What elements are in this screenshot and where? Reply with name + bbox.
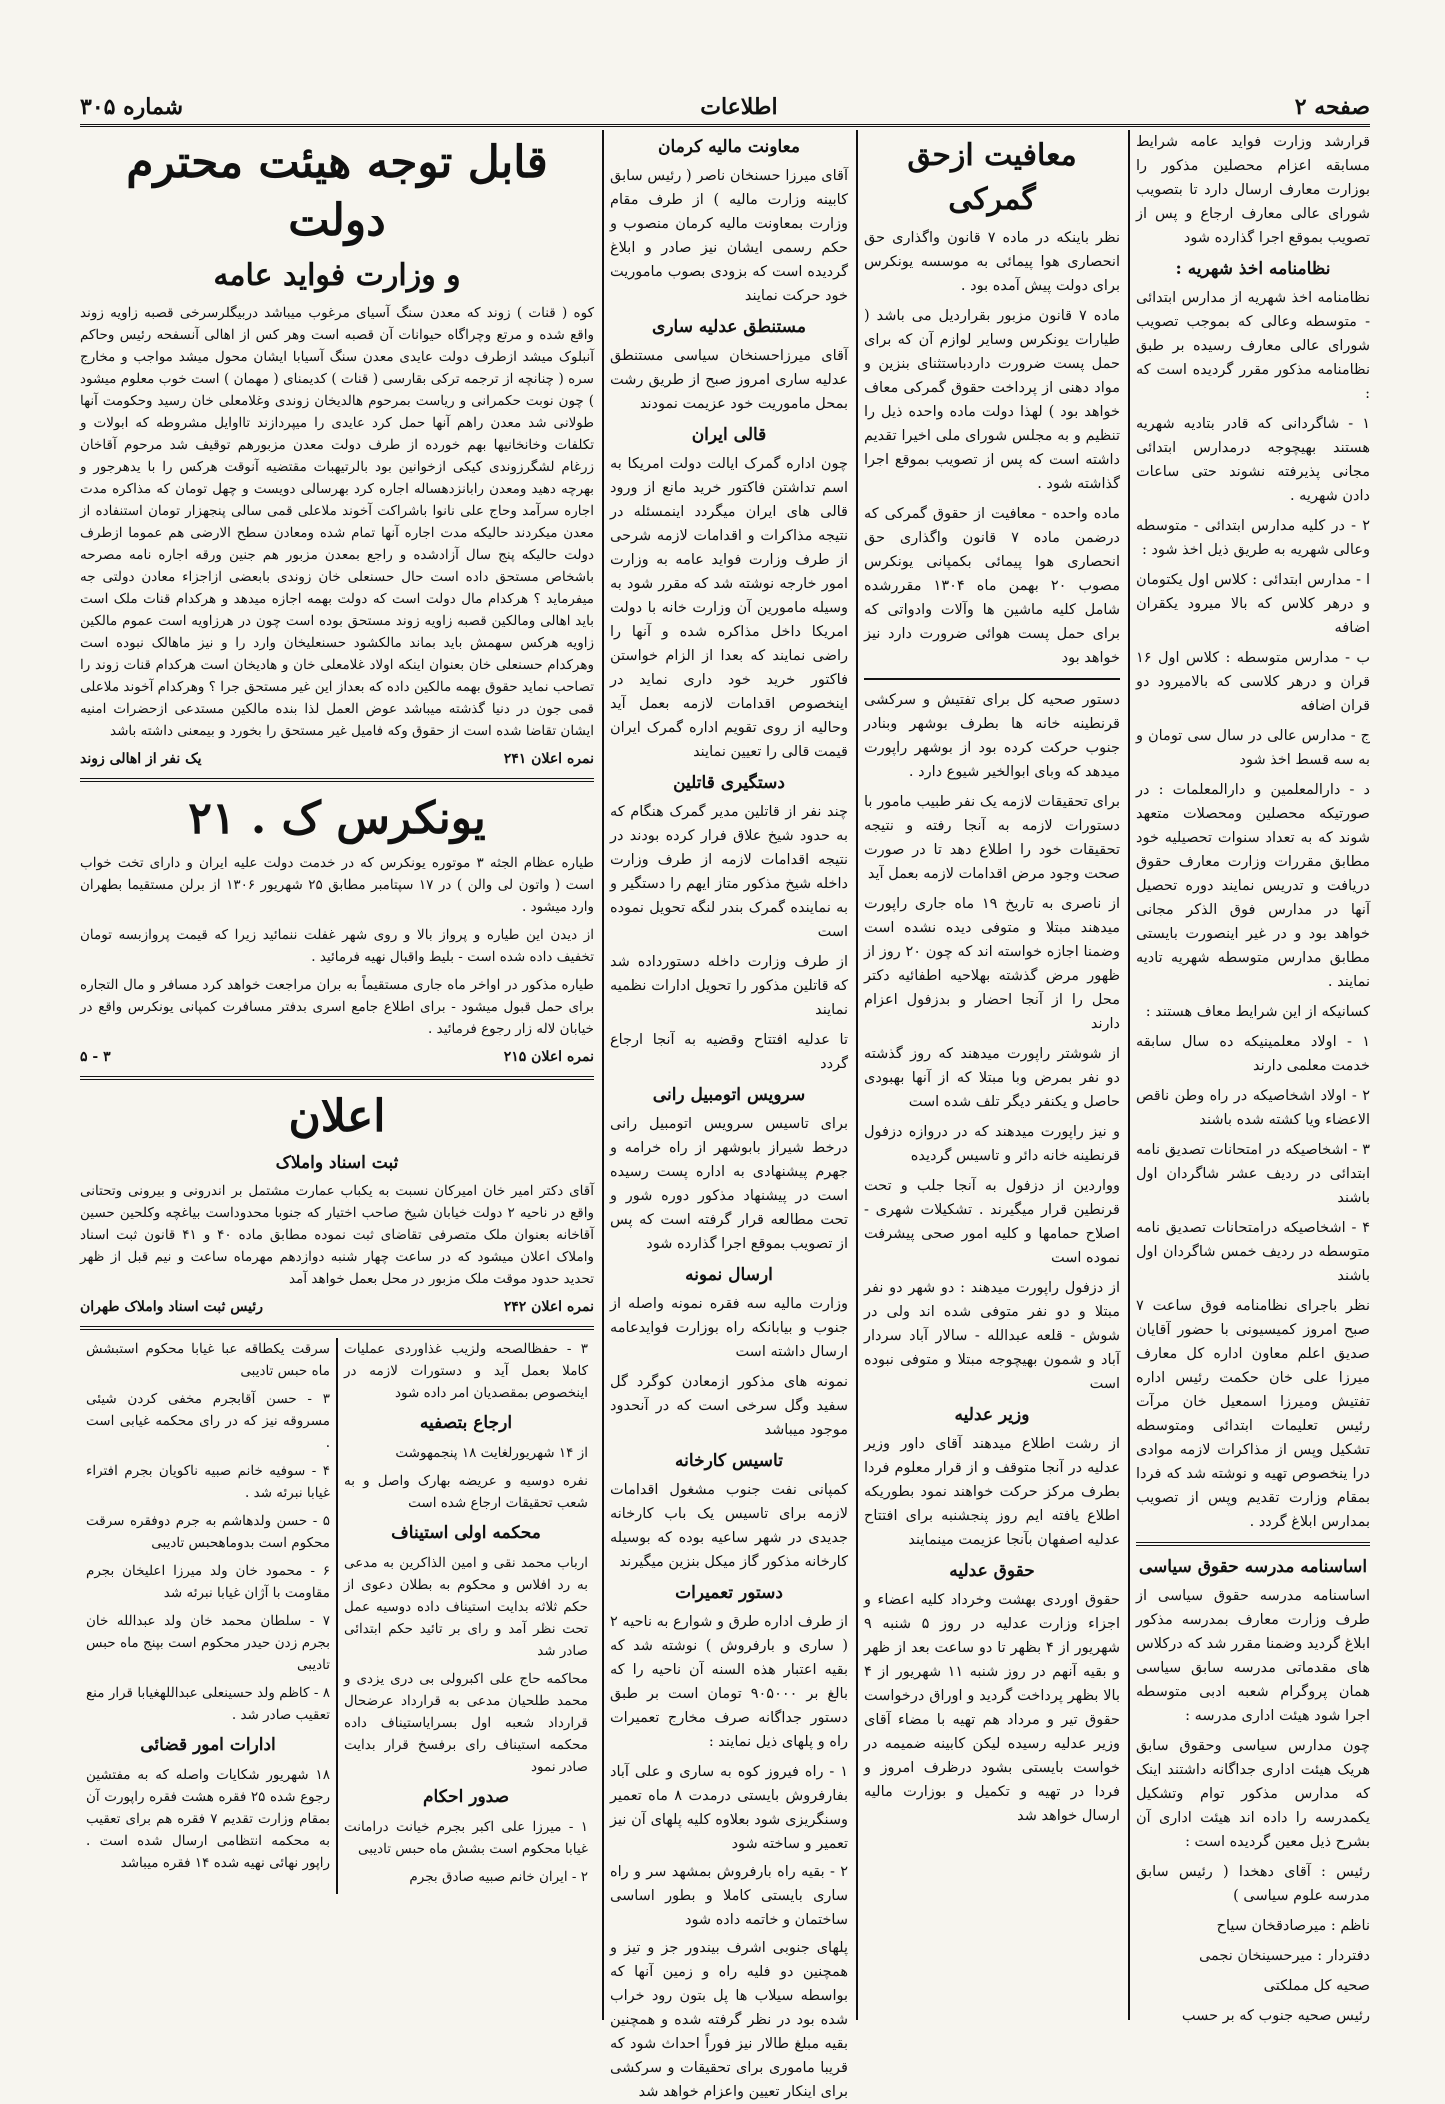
- column-right: [1136, 130, 1370, 2024]
- paragraph: اساسنامه مدرسه حقوق سیاسی از طرف وزارت معارف بمدرسه مذکور ابلاغ گردید وضمنا مقرر شد که درکلاس های مقدماتی مدرسه سابق سیاسی همان پروگرام شعبه ادبی متوسطه اجرا شود هیئت اداری مدرسه :: [1136, 1588, 1370, 1724]
- paragraph: از دیدن این طیاره و پرواز بالا و روی شهر غفلت ننمائید زیرا که قیمت پروازبسه تومان تخفیف داده شده است - بلیط واقبال نهیه فرمائید .: [80, 927, 594, 965]
- paragraph: برای تحقیقات لازمه یک نفر طبیب مامور با دستورات لازمه به آنجا رفته و نتیجه تحقیقات خود را اطلاع دهد تا در صورت صحت وجود مرض اقدامات لازمه بعمل آید: [864, 794, 1120, 882]
- paragraph: ۳ - حسن آقابجرم مخفی کردن شیئی مسروقه نیز که در رای محکمه غیابی است .: [86, 1391, 330, 1451]
- paragraph: ا - مدارس ابتدائی : کلاس اول یکتومان و درهر کلاس که بالا میرود یکقران اضافه: [1136, 572, 1370, 636]
- paragraph: ماده ۷ قانون مزبور بقراردیل می باشد ( طیارات یونکرس وسایر لوازم آن که برای حمل پست ضرورت داردباستثنای بنزین و مواد دهنی از پرداخت حقوق گمرکی معاف خواهد بود ) لهذا دولت ماده واحده ذیل را تنظیم و به مجلس شورای ملی اخیرا تقدیم داشته است که پس از تصویب بموقع اجرا گذاشته شود .: [864, 308, 1120, 492]
- article-heading: محکمه اولی استیناف: [391, 1523, 541, 1543]
- paragraph: از طرف وزارت داخله دستورداده شد که قاتلین مذکور را تحویل ادارات نظمیه نمایند: [610, 954, 848, 1018]
- paragraph: از شوشتر راپورت میدهند که روز گذشته دو نفر بمرض وبا مبتلا که از آنها بهبودی حاصل و یکنفر دیگر تلف شده است: [864, 1046, 1120, 1110]
- paragraph: ماده واحده - معافیت از حقوق گمرکی که درضمن ماده ۷ قانون واگذاری حق انحصاری هوا پیمائی بکمپانی یونکرس مصوب ۲۰ بهمن ماه ۱۳۰۴ مقررشده شامل کلیه ماشین ها وآلات وادواتی که برای حمل پست هوائی ضرورت دارد نیز خواهد بود: [864, 506, 1120, 666]
- ad-subtitle: ثبت اسناد واملاک: [275, 1153, 399, 1173]
- paragraph: نمونه های مذکور ازمعادن کوگرد گل سفید وگل سرخی است که در آنحدود موجود میباشد: [610, 1374, 848, 1438]
- article-heading: اساسنامه مدرسه حقوق سیاسی: [1138, 1557, 1368, 1577]
- article-heading: حقوق عدلیه: [949, 1561, 1035, 1581]
- paragraph: چون اداره گمرک ایالت دولت امریکا به اسم تداشتن فاکتور خرید مانع از ورود قالی های ایران میگردد اینمسئله در نتیجه مذاکرات و اقدامات لازمه شرحی از طرف وزارت فواید عامه به وزارت امور خارجه نوشته شد که مقرر شود به وسیله مامورین آن وزارت خانه با دولت امریکا داخل مذاکره شده و آنها را راضی نمایند که بعدا از الزام خواستن فاکتور خرید خود داری نماید در اینخصوص اقدامات لازمه بعمل آید وحالیه از روی تقویم اداره گمرک ایران قیمت قالی را تعیین نمایند: [610, 456, 848, 760]
- paragraph: آقای میرزاحسنخان سیاسی مستنطق عدلیه ساری امروز صبح از طریق رشت بمحل ماموریت خود عزیمت نمودند: [610, 348, 848, 412]
- issue-number: شماره ۳۰۵: [80, 94, 184, 120]
- ad-body: کوه ( قنات ) زوند که معدن سنگ آسیای مرغوب میباشد دربیگلرسرخی قصبه زاویه زوند واقع شده و مرتع وچراگاه حیوانات آن قصبه است وهر کس از اهالی آنسفحه رئیس وحاکم آنبلوک میشد ازطرف دولت عایدی معدن سنگ آسیابا ایشان محول میشد مواجب و مخارج سره ( چنانچه از ترجمه ترکی بقارسی ( قنات ) کدیمنای ( مهمان ) است خوب معلوم میشود ) چون نوبت حکمرانی و ریاست بمرحوم هالدیخان زوندی وغلامعلی خان رسید وحکومت آنها طولانی شد معدن راهم آنها حمل کرد عایدی را میپردازند تااوایل مشروطه که ابولات و تکلفات وخانخانیها بهم خورده از طرف دولت معدن مزبورهم توقیف شد مرحوم آقاخان زرغام لشگرزوندی کیکی ازخوانین بود بالرتیهبات مقتضیه آنوقت هرکس را با یدهرجور و بهرچه دهید ومعدن رابانزدهساله اجاره کرد بهرسالی دویست و چهل تومان که مذاکره مدت اجاره سرآمد وحاج علی نانوا باشراکت آخوند ملاعلی قمی سالی پنجهزار تومان استنفاده از معدن میکردند حالیکه مدت اجاره آنها تمام شده ومعادن سطح الارضی هم عموما ازطرف دولت حالیکه پنج سال آزادشده و راجع بمعدن مزبور هم جنین ورقه اجاره نامه مصرحه باشخاص مستحق داده است حال حسنعلی خان زوندی بابعضی ازاجزاء معادن دولتی جه میفرماید ؟ هرکدام مال دولت است که دولت بهمه اجازه میدهد و هرکدام قنات ملک است باید اهالی ومالکین قصبه زاویه زوند مستحق بوده است چون در هرزاویه است عموم مالکین زاویه هرکس سهمش باید بماند مالکشود حسنعلیخان وارد را و نیز ماهالک نبوده است وهرکدام حسنعلی خان بعنوان اینکه اولاد غلامعلی خان و هادیخان است هرکدام قنات زوند را تصاحب نماید حقوق بهمه مالکین داده که بعداز این غیر مستحق جرا ؟ وهرکدام آخوند ملاعلی قمی جون در دنیا گذشته میباشد عوض العمل لذا بنده مالکین مستدعی ازحضرات امنیه ایشان تقاضا شده است از حقوق وکه فامیل غیر مستحق را بخورد و بیمعنی داشته باشد: [80, 305, 594, 739]
- column-mid-left: [610, 130, 848, 2100]
- section-divider: [80, 778, 594, 782]
- column-rule: [856, 130, 858, 2020]
- ad-series: ۳ - ۵: [80, 1049, 111, 1065]
- paragraph: چون مدارس سیاسی وحقوق سابق هریک هیئت اداری جداگانه داشتند اینک که مدارس مذکور توام وتشکیل یکمدرسه را داده اند هیئت اداری آن بشرح ذیل معین گردیده است :: [1136, 1738, 1370, 1850]
- article-heading: ارسال نمونه: [685, 1265, 773, 1285]
- paragraph: ۵ - حسن ولدهاشم به جرم دوفقره سرقت محکوم است بدوماهحبس تادیبی: [86, 1513, 330, 1551]
- ad-title: قابل توجه هیئت محترم دولت: [126, 137, 548, 246]
- paragraph: رئیس : آقای دهخدا ( رئیس سابق مدرسه علوم سیاسی ): [1136, 1864, 1370, 1904]
- paragraph: ۴ - اشخاصیکه درامتحانات تصدیق نامه متوسطه در ردیف خمس شاگردان اول باشند: [1136, 1220, 1370, 1284]
- section-divider: [80, 1076, 594, 1080]
- ad-footer: [80, 1046, 594, 1068]
- paragraph: ۱ - میرزا علی اکبر بجرم خیانت درامانت غیابا محکوم است بشش ماه حبس تادیبی: [344, 1819, 588, 1857]
- ad-number: نمره اعلان ۲۴۱: [503, 751, 594, 767]
- paragraph: وزارت مالیه سه فقره نمونه واصله از جنوب و بیابانکه راه بوزارت فوایدعامه ارسال داشته است: [610, 1296, 848, 1360]
- paragraph: رئیس صحیه جنوب که بر حسب: [1181, 2008, 1370, 2024]
- paragraph: ۳ - حفظالصحه ولزیب غذاوردی عملیات کاملا بعمل آید و دستورات لازمه در اینخصوص بمقصدیان امر داده شود: [344, 1341, 588, 1401]
- paragraph: برای تاسیس سرویس اتومبیل رانی درخط شیراز بابوشهر از راه خرامه و جهرم پیشنهادی به اداره پست رسیده است در پیشنهاد مذکور دوره شور و تحت مطالعه قرار گرفته است که پس از تصویب بموقع اجرا گذارده شود: [610, 1116, 848, 1252]
- paragraph: ۸ - کاظم ولد حسینعلی عبداللهغیابا قرار منع تعقیب صادر شد .: [86, 1685, 330, 1723]
- article-body: [1136, 1584, 1370, 2028]
- column-rule: [1128, 130, 1130, 2020]
- list-item: پلهای جنوبی اشرف بیندور جز و تیز و همچنین دو فلیه راه و زمین آنها که بواسطه سیلاب ها پل بتون رود خراب شده بود در نظر گرفته شده و همچنین بقیه مبلغ طالار نیز فوراً احداث شود که قریبا ماموری برای تحقیقات و سرکشی برای اینکار تعیین واعزام خواهد شد: [610, 1940, 848, 2100]
- paragraph: ۱ - اولاد معلمینیکه ده سال سابقه خدمت معلمی دارند: [1136, 1034, 1370, 1074]
- paragraph: ۲ - ایران خانم صبیه صادق بجرم: [409, 1869, 588, 1885]
- judicial-news-left: [80, 1338, 338, 1894]
- paragraph: طیاره مذکور در اواخر ماه جاری مستقیماً به بران مراجعت خواهد کرد مسافر و مال التجاره برای حمل قبول میشود - برای اطلاع جامع اسری بدفتر مسافرت کمپانی یونکرس واقع در خیابان لاله زار رجوع فرمائید .: [80, 977, 594, 1037]
- paragraph: دفتردار : میرحسینخان نجمی: [1198, 1948, 1370, 1964]
- masthead: [80, 90, 1370, 127]
- article-heading: قالی ایران: [691, 425, 767, 445]
- paragraph: ۱۸ شهریور شکایات واصله که به مفتشین رجوع شده ۲۵ فقره هشت فقره راپورت آن بمقام وزارت تقدیم ۷ فقره هم برای تعقیب به محکمه انتظامی ارسال شده است . راپور نهائی نهیه شده ۱۴ فقره میباشد: [86, 1767, 330, 1871]
- page-number: صفحه ۲: [1294, 94, 1370, 120]
- paragraph: دستور صحیه کل برای تفتیش و سرکشی قرنطینه خانه ها بطرف بوشهر وبنادر جنوب حرکت کرده بود از بوشهر راپورت میدهد که وبای ابوالخیر شیوع دارد .: [864, 692, 1120, 780]
- paragraph: ارباب محمد نقی و امین الذاکرین به مدعی به رد افلاس و محکوم به بطلان دعوی از حکم ثلاثه بدایت استیناف داده دوسیه عمل تحت نظر آمد و رای بر تائید حکم ابتدائی صادر شد: [344, 1555, 588, 1659]
- paragraph: طیاره عظام الجثه ۳ موتوره یونکرس که در خدمت دولت علیه ایران و دارای تخت خواب است ( واتون لی والن ) در ۱۷ سپتامبر مطابق ۲۵ شهریور ۱۳۰۶ از برلن مستقیما بطهران وارد میشود .: [80, 855, 595, 915]
- article-heading: صدور احکام: [422, 1787, 510, 1807]
- paragraph: آقای میرزا حسنخان ناصر ( رئیس سابق کابینه وزارت مالیه ) از طرف مقام وزارت بمعاونت مالیه کرمان منصوب و حکم رسمی ایشان نیز صادر و ابلاغ گردیده است که بزودی بصوب ماموریت خود حرکت نمایند: [610, 168, 848, 304]
- paragraph: کسانیکه از این شرایط معاف هستند :: [1145, 1004, 1370, 1020]
- paragraph: از دزفول راپورت میدهند : دو شهر دو نفر مبتلا و دو نفر متوفی شده اند ولی در شوش - قلعه عبدالله - سالار آباد سردار آباد و شمون بهیچوجه مبتلا و متوفی نبوده است: [864, 1280, 1120, 1392]
- paragraph: از ۱۴ شهریورلغایت ۱۸ پنجمهوشت: [395, 1445, 588, 1461]
- list-item: ۲ - بقیه راه بارفروش بمشهد سر و راه ساری بایستی کاملا و بطور اساسی ساختمان و خاتمه داده شود: [610, 1864, 848, 1928]
- paragraph: نظر باینکه در ماده ۷ قانون واگذاری حق انحصاری هوا پیمائی به موسسه یونکرس برای دولت پیش آمده بود .: [864, 230, 1120, 294]
- paragraph: نظر باجرای نظامنامه فوق ساعت ۷ صبح امروز کمیسیونی با حضور آقایان صدیق اعلم معاون اداره کل معارف میرزا علی خان حکمت رئیس اداره تفتیش ومیرزا اسمعیل خان مرآت رئیس تعلیمات ابتدائی ومتوسطه تشکیل وپس از مذاکرات لازمه موادی درا ینخصوص تهیه و نوشته شد که فردا بمقام وزارت تقدیم وپس از تصویب بمدارس ابلاغ گردد .: [1136, 1298, 1370, 1530]
- paragraph: کمپانی نفت جنوب مشغول اقدامات لازمه برای تاسیس یک باب کارخانه جدیدی در شهر ساعیه بوده که بوسیله کارخانه مذکور گاز میکل بنزین میگیرند: [610, 1482, 848, 1570]
- judicial-news-right: [338, 1338, 594, 1894]
- article-intro: قرارشد وزارت فواید عامه شرایط مسابقه اعزام محصلین مذکور را بوزارت معارف ارسال دارد تا بتصویب شورای عالی معارف ارجاع و پس از تصویب بموقع اجرا گذارده شود: [1136, 134, 1370, 246]
- article-title: معافیت ازحق گمرکی: [907, 138, 1077, 217]
- paragraph: ۲ - اولاد اشخاصیکه در راه وطن ناقص الاعضاء ویا کشته شده باشند: [1136, 1088, 1370, 1128]
- paragraph: ۷ - سلطان محمد خان ولد عبدالله خان بجرم زدن حیدر محکوم است بپنج ماه حبس تادیبی: [86, 1613, 330, 1673]
- article-heading: ادارات امور قضائی: [140, 1735, 276, 1755]
- ad-title: یونکرس ک . ۲۱: [188, 793, 486, 844]
- paragraph: از ناصری به تاریخ ۱۹ ماه جاری راپورت میدهند مبتلا و متوفی دیده نشده است وضمنا اجازه خواسته اند که چون ۲۰ روز از ظهور مرض گذشته بهلاحیه اطفائیه دکتر محل را از آنجا احضار و بدزفول اعزام دارند: [864, 896, 1120, 1032]
- ad-signature: یک نفر از اهالی زوند: [80, 751, 202, 767]
- article-heading: معاونت مالیه کرمان: [658, 137, 800, 157]
- ad-footer: [80, 1296, 594, 1318]
- ad-number: نمره اعلان ۲۱۵: [503, 1049, 594, 1065]
- article-heading: تاسیس کارخانه: [675, 1451, 783, 1471]
- article-heading: دستگیری قاتلین: [673, 773, 785, 793]
- column-left: [80, 130, 594, 2020]
- ad-title: اعلان: [288, 1091, 386, 1142]
- list: [610, 1760, 848, 2104]
- ad-footer: [80, 748, 594, 770]
- column-rule: [602, 130, 604, 2020]
- paragraph: ج - مدارس عالی در سال سی تومان و به سه قسط اخذ شود: [1136, 728, 1370, 768]
- paragraph: و نیز راپورت میدهند که در دروازه دزفول قرنطینه خانه دائر و تاسیس گردیده: [864, 1124, 1120, 1164]
- ad-signature: رئیس ثبت اسناد واملاک طهران: [80, 1299, 263, 1315]
- section-divider: [80, 1326, 594, 1330]
- paragraph: ۶ - محمود خان ولد میرزا اعلیخان بجرم مقاومت با آژان غیابا نبرئه شد: [86, 1563, 330, 1601]
- paragraph: از طرف اداره طرق و شوارع به ناحیه ۲ ( ساری و بارفروش ) نوشته شد که بقیه اعتبار هذه السنه آن ناحیه را که بالغ بر ۹۰۵۰۰۰ تومان است بر طبق دستور جداگانه صرف مخارج تعمیرات راه و پلهای ذیل نمایند :: [610, 1614, 848, 1750]
- paragraph: نظامنامه اخذ شهریه از مدارس ابتدائی - متوسطه وعالی که بموجب تصویب شورای عالی معارف رسیده بر طبق نظامنامه مذکور مقرر گردیده است که :: [1136, 290, 1370, 402]
- paragraph: از رشت اطلاع میدهند آقای داور وزیر عدلیه در آنجا متوقف و از قرار معلوم فردا بطرف مرکز حرکت خواهند نمود بطوریکه اطلاع یافته ایم روز پنجشنبه برای افتتاح عدلیه اصفهان بآنجا عزیمت مینمایند: [864, 1436, 1120, 1548]
- newspaper-name: اطلاعات: [700, 94, 778, 120]
- paragraph: ۴ - سوفیه خانم صبیه ناکویان بجرم افتراء غیابا نبرئه شد .: [86, 1463, 330, 1501]
- paragraph: نفره دوسیه و عریضه بهارک واصل و به شعب تحقیقات ارجاع شده است: [344, 1473, 588, 1511]
- paragraph: ۱ - شاگردانی که قادر بتادیه شهریه هستند بهیچوجه درمدارس ابتدائی مجانی پذیرفته نشوند حتی ساعات دادن شهریه .: [1136, 416, 1370, 504]
- paragraph: ناظم : میرصادقخان سیاح: [1216, 1918, 1370, 1934]
- paragraph: صحیه کل مملکتی: [1263, 1978, 1370, 1994]
- section-divider: [864, 678, 1120, 680]
- article-heading: وزیر عدلیه: [954, 1405, 1030, 1425]
- paragraph: د - دارالمعلمین و دارالمعلمات : در صورتیکه محصلین ومحصلات متعهد شوند که به تعداد سنوات تحصیلیه خود مطابق مقررات وزارت معارف حقوق دریافت و تدریس نمایند دوره تحصیل آنها در مدارس فوق الذکر مجانی خواهد بود و در غیر اینصورت بایستی مطابق مدارس متوسطه شهریه تادیه نمایند .: [1136, 782, 1370, 990]
- article-body: [1136, 286, 1370, 1534]
- section-divider: [1136, 1542, 1370, 1546]
- article-heading: ارجاع بتصفیه: [419, 1413, 513, 1433]
- article-heading: سرویس اتومبیل رانی: [652, 1085, 806, 1105]
- paragraph: حقوق اوردی بهشت وخرداد کلیه اعضاء و اجزاء وزارت عدلیه در روز ۵ شنبه ۹ شهریور از ۴ بظهر تا دو ساعت بعد از ظهر و بقیه آنهم در روز شنبه ۱۱ شهریور از ۴ بالا بظهر پرداخت گردید و اوراق درخواست حقوق تیر و مرداد هم تهیه با مضاء آقای وزیر عدلیه رسیده لیکن کابینه ضمیمه در خواست بایستی بشود درظرف امروز و فردا در تهیه و تکمیل و بوزارت مالیه ارسال خواهد شد: [864, 1592, 1120, 1824]
- list-item: ۱ - راه فیروز کوه به ساری و علی آباد بفارفروش بایستی درمدت ۸ ماه تعمیر وسنگریزی شود بعلاوه کلیه پلهای آن نیز تعمیر و ساخته شود: [610, 1764, 848, 1852]
- paragraph: سرقت یکطاقه عبا غیابا محکوم استبشش ماه حبس تادیبی: [86, 1341, 330, 1379]
- judicial-news: [80, 1338, 594, 1894]
- paragraph: ۳ - اشخاصیکه در امتحانات تصدیق نامه ابتدائی در ردیف عشر شاگردان اول باشند: [1136, 1142, 1370, 1206]
- paragraph: ۲ - در کلیه مدارس ابتدائی - متوسطه وعالی شهریه به طریق ذیل اخذ شود :: [1136, 518, 1370, 558]
- paragraph: وواردین از دزفول به آنجا جلب و تحت قرنطین قرار میگیرند . تشکیلات شهری - اصلاح حمامها و کلیه امور صحی پیشرفت نموده است: [864, 1178, 1120, 1266]
- paragraph: محاکمه حاج علی اکبرولی بی دری یزدی و محمد طلحیان مدعی به قرارداد عرضحال قرارداد شعبه اول بسرایاستیناف داده محکمه استیناف رای برفسخ قرار بدایت صادر نمود: [344, 1671, 588, 1775]
- column-mid-right: [864, 130, 1120, 2020]
- paragraph: ب - مدارس متوسطه : کلاس اول ۱۶ قران و درهر کلاسی که بالامیرود دو قران اضافه: [1136, 650, 1370, 714]
- paragraph: چند نفر از قاتلین مدیر گمرک هنگام که به حدود شیخ علاق فرار کرده بودند در نتیجه اقدامات لازمه از طرف وزارت داخله شیخ مذکور متاز ایهم را دستگیر و به نماینده گمرک بندر لنگه تحویل نموده است: [610, 804, 848, 940]
- article-heading: دستور تعمیرات: [675, 1583, 783, 1603]
- ad-subtitle: و وزارت فواید عامه: [213, 258, 461, 293]
- article-heading: نظامنامه اخذ شهریه :: [1175, 259, 1331, 279]
- ad-body: آقای دکتر امیر خان امیرکان نسبت به یکباب عمارت مشتمل بر اندرونی و بیرونی وتحتانی واقع در ناحیه ۲ دولت خیابان شیخ صاحب اختیار که جنوبا محدوداست بیاغچه وکلحین حسین آقاخانه بعنوان ملک متصرفی تقاضای ثبت نموده مطابق ماده ۴۰ و ۴۱ قانون ثبت اسناد واملاک اعلان میشود که در ساعت چهار شنبه دوازدهم مهرماه ساعت و نیم قبل از ظهر تحدید حدود موقت ملک مزبور در محل بعمل خواهد آمد: [80, 1183, 595, 1287]
- article-heading: مستنطق عدلیه ساری: [652, 317, 806, 337]
- paragraph: تا عدلیه افتتاح وقضیه به آنجا ارجاع گردد: [610, 1032, 848, 1072]
- ad-number: نمره اعلان ۲۴۲: [503, 1299, 594, 1315]
